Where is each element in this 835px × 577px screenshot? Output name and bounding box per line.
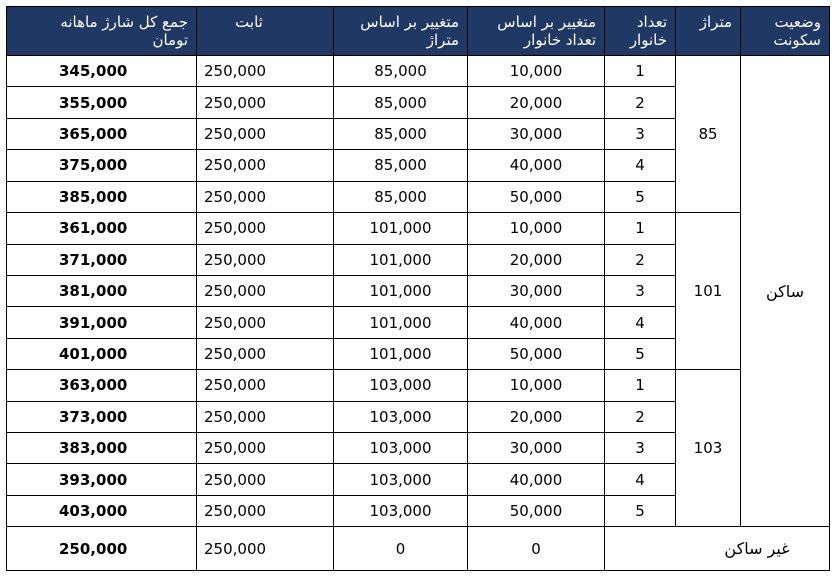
variable-area-cell: 85,000 — [334, 150, 468, 181]
variable-household-cell: 10,000 — [468, 370, 605, 401]
fixed-cell: 250,000 — [197, 307, 334, 338]
total-cell: 375,000 — [7, 150, 197, 181]
total-cell: 363,000 — [7, 370, 197, 401]
total-cell: 391,000 — [7, 307, 197, 338]
household-count-cell: 5 — [605, 495, 676, 526]
fixed-cell: 250,000 — [197, 150, 334, 181]
total-cell: 403,000 — [7, 495, 197, 526]
variable-area-cell: 85,000 — [334, 118, 468, 149]
header-variable-household: متغییر بر اساس تعداد خانوار — [468, 7, 605, 56]
fixed-cell: 250,000 — [197, 401, 334, 432]
variable-area-cell: 103,000 — [334, 370, 468, 401]
total-cell: 250,000 — [7, 527, 197, 571]
total-cell: 365,000 — [7, 118, 197, 149]
fixed-cell: 250,000 — [197, 433, 334, 464]
fixed-cell: 250,000 — [197, 464, 334, 495]
area-cell: 103 — [676, 370, 741, 527]
variable-household-cell: 10,000 — [468, 213, 605, 244]
variable-household-cell: 30,000 — [468, 118, 605, 149]
total-cell: 345,000 — [7, 56, 197, 87]
fixed-cell: 250,000 — [197, 527, 334, 571]
variable-area-cell: 103,000 — [334, 433, 468, 464]
variable-area-cell: 101,000 — [334, 338, 468, 369]
variable-area-cell: 101,000 — [334, 244, 468, 275]
total-cell: 373,000 — [7, 401, 197, 432]
header-total: جمع کل شارژ ماهانه تومان — [7, 7, 197, 56]
total-cell: 401,000 — [7, 338, 197, 369]
variable-household-cell: 30,000 — [468, 433, 605, 464]
header-occupancy: وضعیت سکونت — [741, 7, 830, 56]
variable-household-cell: 30,000 — [468, 275, 605, 306]
occupancy-resident-cell: ساکن — [741, 56, 830, 527]
household-count-cell: 2 — [605, 401, 676, 432]
variable-household-cell: 50,000 — [468, 181, 605, 212]
charge-table — [6, 6, 830, 571]
variable-household-cell: 20,000 — [468, 401, 605, 432]
total-cell: 381,000 — [7, 275, 197, 306]
total-cell: 361,000 — [7, 213, 197, 244]
total-cell: 371,000 — [7, 244, 197, 275]
table-row-non-resident — [7, 527, 830, 571]
variable-area-cell: 103,000 — [334, 495, 468, 526]
fixed-cell: 250,000 — [197, 118, 334, 149]
total-cell: 383,000 — [7, 433, 197, 464]
household-count-cell: 4 — [605, 464, 676, 495]
household-count-cell: 5 — [605, 338, 676, 369]
fixed-cell: 250,000 — [197, 87, 334, 118]
household-count-cell: 2 — [605, 87, 676, 118]
household-count-cell: 4 — [605, 150, 676, 181]
fixed-cell: 250,000 — [197, 495, 334, 526]
header-variable-area: متغییر بر اساس متراژ — [334, 7, 468, 56]
variable-household-cell: 10,000 — [468, 56, 605, 87]
household-count-cell: 1 — [605, 370, 676, 401]
header-fixed: ثابت — [197, 7, 334, 56]
header-area: متراژ — [676, 7, 741, 56]
variable-household-cell: 40,000 — [468, 464, 605, 495]
variable-area-cell: 103,000 — [334, 464, 468, 495]
variable-area-cell: 85,000 — [334, 181, 468, 212]
household-count-cell: 5 — [605, 181, 676, 212]
variable-household-cell: 50,000 — [468, 495, 605, 526]
household-count-cell: 3 — [605, 118, 676, 149]
total-cell: 385,000 — [7, 181, 197, 212]
variable-area-cell: 101,000 — [334, 213, 468, 244]
total-cell: 393,000 — [7, 464, 197, 495]
variable-area-cell: 101,000 — [334, 307, 468, 338]
household-count-cell: 4 — [605, 307, 676, 338]
household-count-cell: 3 — [605, 275, 676, 306]
variable-area-cell: 103,000 — [334, 401, 468, 432]
table-row — [7, 213, 830, 244]
variable-household-cell: 20,000 — [468, 87, 605, 118]
variable-household-cell: 50,000 — [468, 338, 605, 369]
fixed-cell: 250,000 — [197, 275, 334, 306]
fixed-cell: 250,000 — [197, 244, 334, 275]
household-count-cell: 3 — [605, 433, 676, 464]
household-count-cell: 1 — [605, 56, 676, 87]
table-body — [7, 56, 830, 571]
area-cell: 85 — [676, 56, 741, 213]
area-cell: 101 — [676, 213, 741, 370]
total-cell: 355,000 — [7, 87, 197, 118]
variable-household-cell: 0 — [468, 527, 605, 571]
fixed-cell: 250,000 — [197, 56, 334, 87]
fixed-cell: 250,000 — [197, 370, 334, 401]
occupancy-non-resident-cell: غیر ساکن — [605, 527, 830, 571]
variable-household-cell: 40,000 — [468, 150, 605, 181]
header-row — [7, 7, 830, 56]
variable-area-cell: 85,000 — [334, 56, 468, 87]
header-household-count: تعداد خانوار — [605, 7, 676, 56]
variable-household-cell: 20,000 — [468, 244, 605, 275]
household-count-cell: 1 — [605, 213, 676, 244]
table-row — [7, 56, 830, 87]
table-row — [7, 370, 830, 401]
fixed-cell: 250,000 — [197, 213, 334, 244]
variable-area-cell: 101,000 — [334, 275, 468, 306]
fixed-cell: 250,000 — [197, 338, 334, 369]
household-count-cell: 2 — [605, 244, 676, 275]
variable-area-cell: 0 — [334, 527, 468, 571]
variable-area-cell: 85,000 — [334, 87, 468, 118]
fixed-cell: 250,000 — [197, 181, 334, 212]
variable-household-cell: 40,000 — [468, 307, 605, 338]
